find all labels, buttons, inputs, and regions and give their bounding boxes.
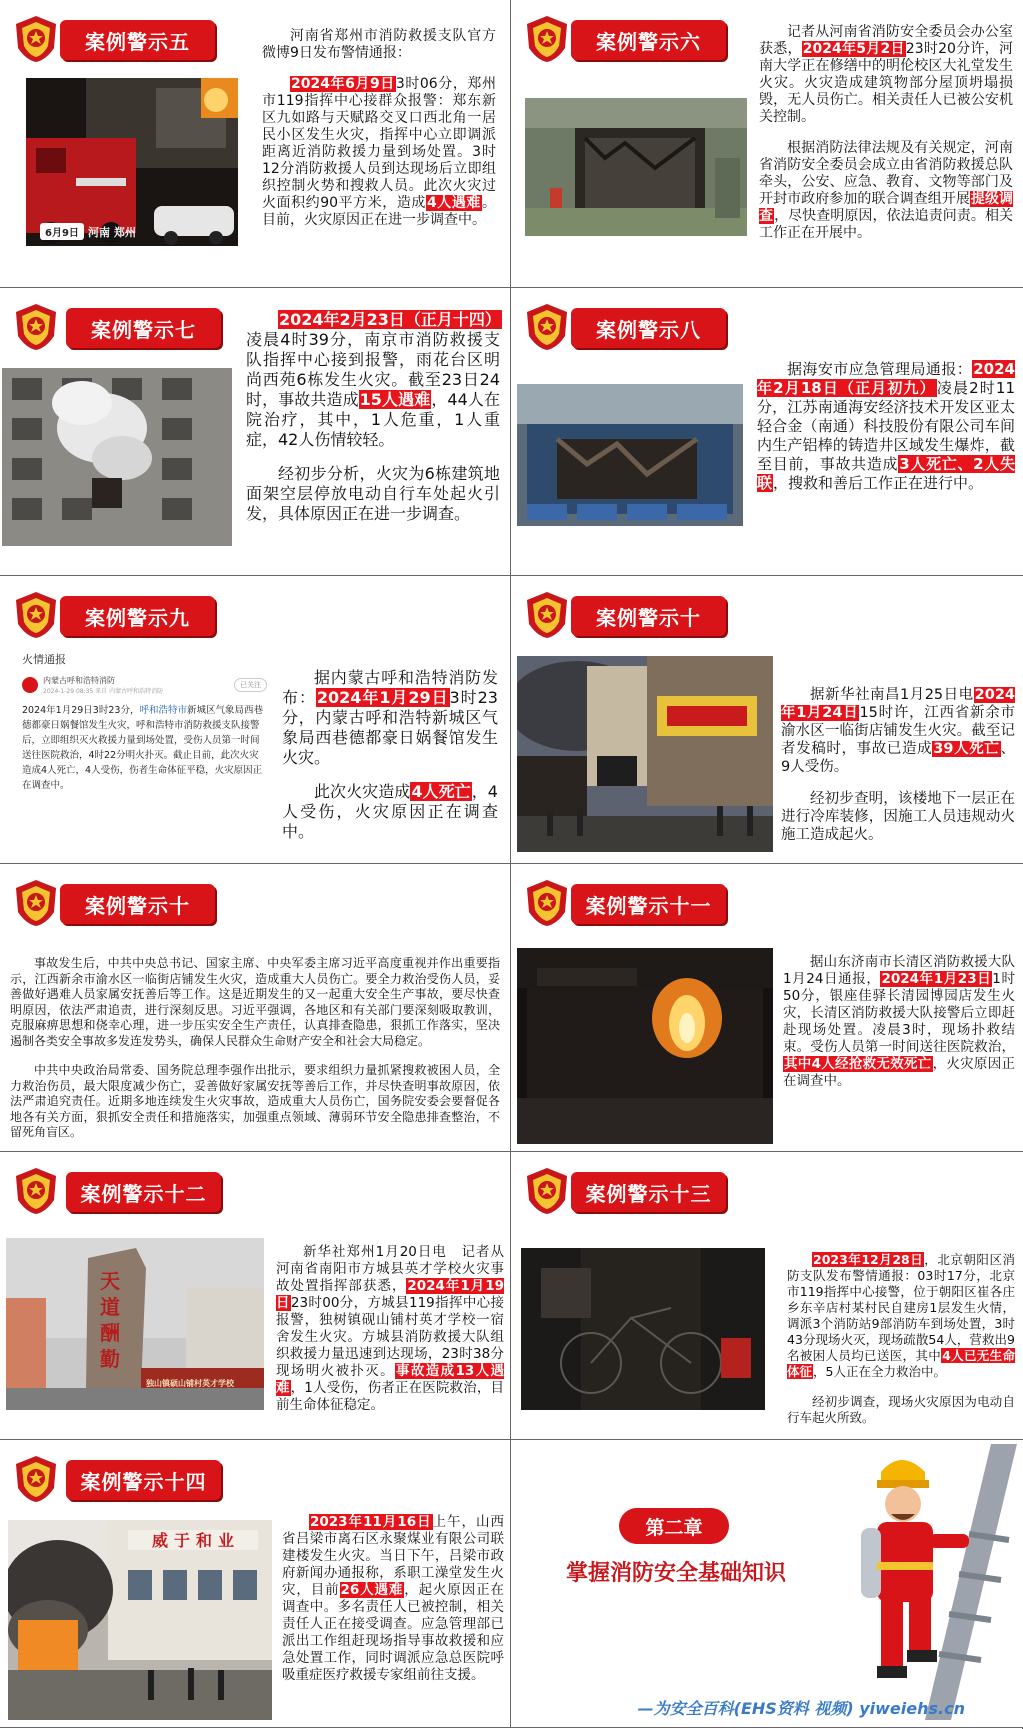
highlight-text: 2023年11月16日 [310, 1514, 432, 1530]
factory-explosion-photo [517, 384, 743, 526]
highlight-text: 39人死亡 [933, 741, 1000, 757]
fire-rescue-emblem-icon [523, 14, 571, 64]
paragraph: 据新华社南昌1月25日电2024年1月24日15时许，江西省新余市渝水区一临街店铺发生火灾。截至记者发稿时，事故已造成39人死亡、9人受伤。 [781, 687, 1015, 775]
fire-rescue-emblem-icon [523, 1166, 571, 1216]
slide-case-7 [0, 288, 511, 576]
case-title-banner: 案例警示六 [571, 20, 726, 60]
highlight-text: 2024年1月23日 [881, 971, 992, 987]
watermark-text: —为安全百科(EHS资料 视频) yiweiehs.cn [637, 1699, 965, 1718]
case-title-banner: 案例警示十 [571, 596, 726, 636]
paragraph: 记者从河南省消防安全委员会办公室获悉，2024年5月2日23时20分许，河南大学正在修缮中的明伦校区大礼堂发生火灾。火灾造成建筑物部分屋顶坍塌损毁，无人员伤亡。相关责任人已被公安机关控制。 [759, 24, 1013, 125]
slide-chapter-2 [511, 1440, 1023, 1728]
weibo-post-screenshot [22, 651, 267, 851]
case-title-banner: 案例警示十一 [571, 884, 726, 924]
slide-case-9 [0, 576, 511, 864]
case-title-banner: 案例警示七 [66, 308, 221, 348]
slide-case-10-instructions [0, 864, 511, 1152]
highlight-text: 2024年2月18日（正月初九） [757, 360, 1015, 397]
highlight-text: 2024年2月23日（正月十四） [279, 310, 501, 329]
paragraph: 中共中央政治局常委、国务院总理李强作出批示，要求组织力量抓紧搜救被困人员，全力救治伤员，最大限度减少伤亡，妥善做好家属安抚等善后工作，并尽快查明事故原因，依法严肃追究责任。近期多地连续发生火灾事故，造成重大人员伤亡，国务院安委会要督促各地各有关方面，狠抓安全责任和措施落实，加强重点领域、薄弱环节安全隐患排查整治，不留死角盲区。 [10, 1063, 500, 1139]
post-meta: 2024-1-29 08:35 来自 内蒙古呼和浩特消防 [43, 688, 164, 695]
paragraph: 经初步查明，该楼地下一层正在进行冷库装修，因施工人员违规动火施工造成起火。 [781, 791, 1015, 843]
case-title-banner: 案例警示十二 [66, 1172, 221, 1212]
case-body [282, 1514, 504, 1684]
paragraph: 河南省郑州市消防救援支队官方微博9日发布警情通报： [262, 28, 496, 61]
school-sign: 独山镇硕山铺村英才学校 [146, 1379, 234, 1388]
case-title-banner: 案例警示十三 [571, 1172, 726, 1212]
fire-rescue-emblem-icon [12, 878, 60, 928]
slide-case-10 [511, 576, 1023, 864]
building-sign: 威于和业 [151, 1531, 240, 1550]
paragraph: 经初步调查，现场火灾原因为电动自行车起火所致。 [787, 1394, 1015, 1425]
weibo-header: 火情通报 [22, 653, 66, 666]
firefighter-illustration-icon [841, 1444, 1021, 1720]
paragraph: 2024年2月23日（正月十四）凌晨4时39分，南京市消防救援支队指挥中心接到报警，雨花台区明尚西苑6栋发生火灾。截至23日24时，事故共造成15人遇难，44人在院治疗，其中，1人危重，1人重症，42人伤情较轻。 [246, 310, 501, 449]
slide-case-5 [0, 0, 511, 288]
chapter-title: 掌握消防安全基础知识 [566, 1561, 787, 1586]
paragraph: 2023年11月16日上午，山西省吕梁市离石区永聚煤业有限公司联建楼发生火灾。当日下午，吕梁市政府新闻办通报称，系职工澡堂发生火灾，目前26人遇难，起火原因正在调查中。多名责任人已被控制，相关责任人正在接受调查。应急管理部已派出工作组赶现场指导事故救援和应急处置工作，同时调派应急总医院呼吸重症医疗救援专家组前往支援。 [282, 1514, 505, 1683]
case-body [262, 28, 496, 229]
account-name: 内蒙古呼和浩特消防 [43, 676, 115, 685]
case-body [10, 956, 500, 1141]
paragraph: 2023年12月28日，北京朝阳区消防支队发布警情通报：03时17分，北京市119指挥中心接警，位于朝阳区崔各庄乡东辛店村某村民自建房1层发生火情，调派3个消防站9部消防车到场处置，3时43分现场火灭，现场疏散54人，营救出9名被困人员均已送医，其中4人已无生命体征，5人正在全力救治中。 [787, 1252, 1015, 1379]
highlight-text: 26人遇难 [340, 1582, 404, 1598]
follow-button[interactable]: 已关注 [234, 678, 267, 692]
case-title-banner: 案例警示十四 [66, 1460, 221, 1500]
case-title-banner: 案例警示十 [60, 884, 215, 924]
highlight-text: 2024年1月19日 [276, 1278, 504, 1311]
highlight-text: 2024年1月24日 [781, 687, 1015, 721]
case-body [757, 360, 1015, 493]
highlight-text: 2024年5月2日 [802, 41, 905, 57]
paragraph: 2024年6月9日3时06分，郑州市119指挥中心接群众报警：郑东新区九如路与天赋路交叉口西北角一居民小区发生火灾，指挥中心立即调派距离近消防救援力量到场处置。3时12分消防救援人员到达现场后立即组织控制火势和搜救人员。此次火灾过火面积约90平方米，造成4人遇难。目前，火灾原因正在进一步调查中。 [262, 76, 496, 228]
coal-company-fire-photo [8, 1520, 272, 1720]
account-avatar [22, 677, 38, 693]
slide-case-14 [0, 1440, 511, 1728]
highlight-text: 事故造成13人遇难 [276, 1363, 505, 1396]
slide-case-6 [511, 0, 1023, 288]
paragraph: 据海安市应急管理局通报：2024年2月18日（正月初九）凌晨2时11分，江苏南通海安经济技术开发区亚太轻合金（南通）科技股份有限公司车间内生产铝棒的铸造井区域发生爆炸，截至目前，事故共造成3人死亡、2人失联，搜救和善后工作正在进行中。 [757, 360, 1016, 492]
apartment-smoke-photo [2, 368, 232, 546]
school-stone-photo [6, 1238, 264, 1410]
paragraph: 根据消防法律法规及有关规定，河南省消防安全委员会成立由省消防救援总队牵头，公安、应急、教育、文物等部门及开封市政府参加的联合调查组开展提级调查，尽快查明原因，依法追责问责。相关工作正在开展中。 [759, 140, 1014, 241]
case-title-banner: 案例警示九 [60, 596, 215, 636]
fire-rescue-emblem-icon [12, 302, 60, 352]
highlight-text: 4人已无生命体征 [787, 1348, 1015, 1379]
highlight-text: 4人死亡 [411, 782, 471, 801]
case-body [759, 24, 1013, 242]
highlight-text: 4人遇难 [427, 195, 481, 211]
slide-case-8 [511, 288, 1023, 576]
highlight-text: 其中4人经抢救无效死亡 [784, 1056, 932, 1072]
paragraph: 经初步分析，火灾为6栋建筑地面架空层停放电动自行车处起火引发，具体原因正在进一步调查。 [246, 464, 500, 523]
highlight-text: 2023年12月28日 [813, 1252, 924, 1267]
slide-case-12 [0, 1152, 511, 1440]
slide-case-11 [511, 864, 1023, 1152]
fire-rescue-emblem-icon [12, 14, 60, 64]
fire-rescue-emblem-icon [12, 590, 60, 640]
fire-rescue-emblem-icon [523, 590, 571, 640]
case-title-banner: 案例警示八 [571, 308, 726, 348]
paragraph: 新华社郑州1月20日电 记者从河南省南阳市方城县英才学校火灾事故处置指挥部获悉，2024年1月19日23时00分，方城县119指挥中心接报警，独树镇砚山铺村英才学校一宿舍发生火灾。方城县消防救援大队组织救援力量迅速到达现场，23时38分现场明火被扑灭。事故造成13人遇难，1人受伤，伤者正在医院救治，目前生命体征稳定。 [276, 1244, 505, 1413]
stone-inscription: 天道酬勤 [100, 1269, 120, 1371]
weibo-post-text: 2024年1月29日3时23分，呼和浩特市新城区气象局西巷德都豪日娲餐馆发生火灾，呼和浩特市消防救援支队接警后，立即组织灭火救援力量到场处置，受伤人员第一时间送往医院救治，4时22分明火扑灭。截止目前，此次火灾造成4人死亡，4人受伤，伤者生命体征平稳，火灾原因正在调查中。 [22, 705, 263, 791]
case-body [276, 1244, 504, 1414]
highlight-text: 提级调查 [759, 191, 1014, 224]
highlight-text: 3人死亡、2人失联 [757, 455, 1015, 492]
burned-ebike-photo [521, 1248, 765, 1410]
fire-rescue-emblem-icon [12, 1166, 60, 1216]
city-link[interactable]: 呼和浩特市 [139, 705, 187, 716]
photo-location-label: 河南 郑州 [88, 226, 136, 239]
paragraph: 据山东济南市长清区消防救援大队1月24日通报，2024年1月23日1时50分，银座佳驿长清园博园店发生火灾，长清区消防救援大队接警后立即赶赴现场处置。凌晨3时，现场扑救结束。受伤人员第一时间送往医院救治，其中4人经抢救无效死亡，火灾原因正在调查中。 [783, 954, 1015, 1089]
chapter-label: 第二章 [619, 1508, 729, 1544]
paragraph: 此次火灾造成4人死亡，4人受伤，火灾原因正在调查中。 [282, 782, 498, 841]
case-body [781, 686, 1015, 844]
photo-date-label: 6月9日 [40, 223, 84, 240]
paragraph: 事故发生后，中共中央总书记、国家主席、中央军委主席习近平高度重视并作出重要指示，江西新余市渝水区一临街店铺发生火灾，造成重大人员伤亡。要全力救治受伤人员，妥善做好遇难人员家属安抚善后等工作。这是近期发生的又一起重大安全生产事故，要尽快查明原因，依法严肃追责，进行深刻反思。习近平强调，各地区和有关部门要深刻吸取教训，克服麻痹思想和侥幸心理，进一步压实安全生产责任，认真排查隐患，狠抓工作落实，坚决遏制各类安全事故多发连发势头，确保人民群众生命财产安全和社会大局稳定。 [10, 956, 500, 1048]
highlight-text: 2024年6月9日 [291, 76, 395, 92]
case-body [783, 954, 1015, 1090]
street-shop-fire-photo [517, 656, 773, 852]
highlight-text: 15人遇难 [359, 390, 431, 409]
case-body [787, 1252, 1015, 1426]
fire-rescue-emblem-icon [523, 302, 571, 352]
slide-case-13 [511, 1152, 1023, 1440]
fire-truck-photo [26, 78, 238, 246]
case-body [246, 310, 500, 524]
case-body [282, 668, 498, 842]
paragraph: 据内蒙古呼和浩特消防发布：2024年1月29日3时23分，内蒙古呼和浩特新城区气象局西巷德都豪日娲餐馆发生火灾。 [282, 668, 498, 767]
fire-rescue-emblem-icon [523, 878, 571, 928]
highlight-text: 2024年1月29日 [316, 688, 449, 707]
case-title-banner: 案例警示五 [60, 20, 215, 60]
hotel-fire-night-photo [517, 948, 773, 1144]
fire-rescue-emblem-icon [12, 1454, 60, 1504]
burned-auditorium-photo [525, 98, 747, 236]
